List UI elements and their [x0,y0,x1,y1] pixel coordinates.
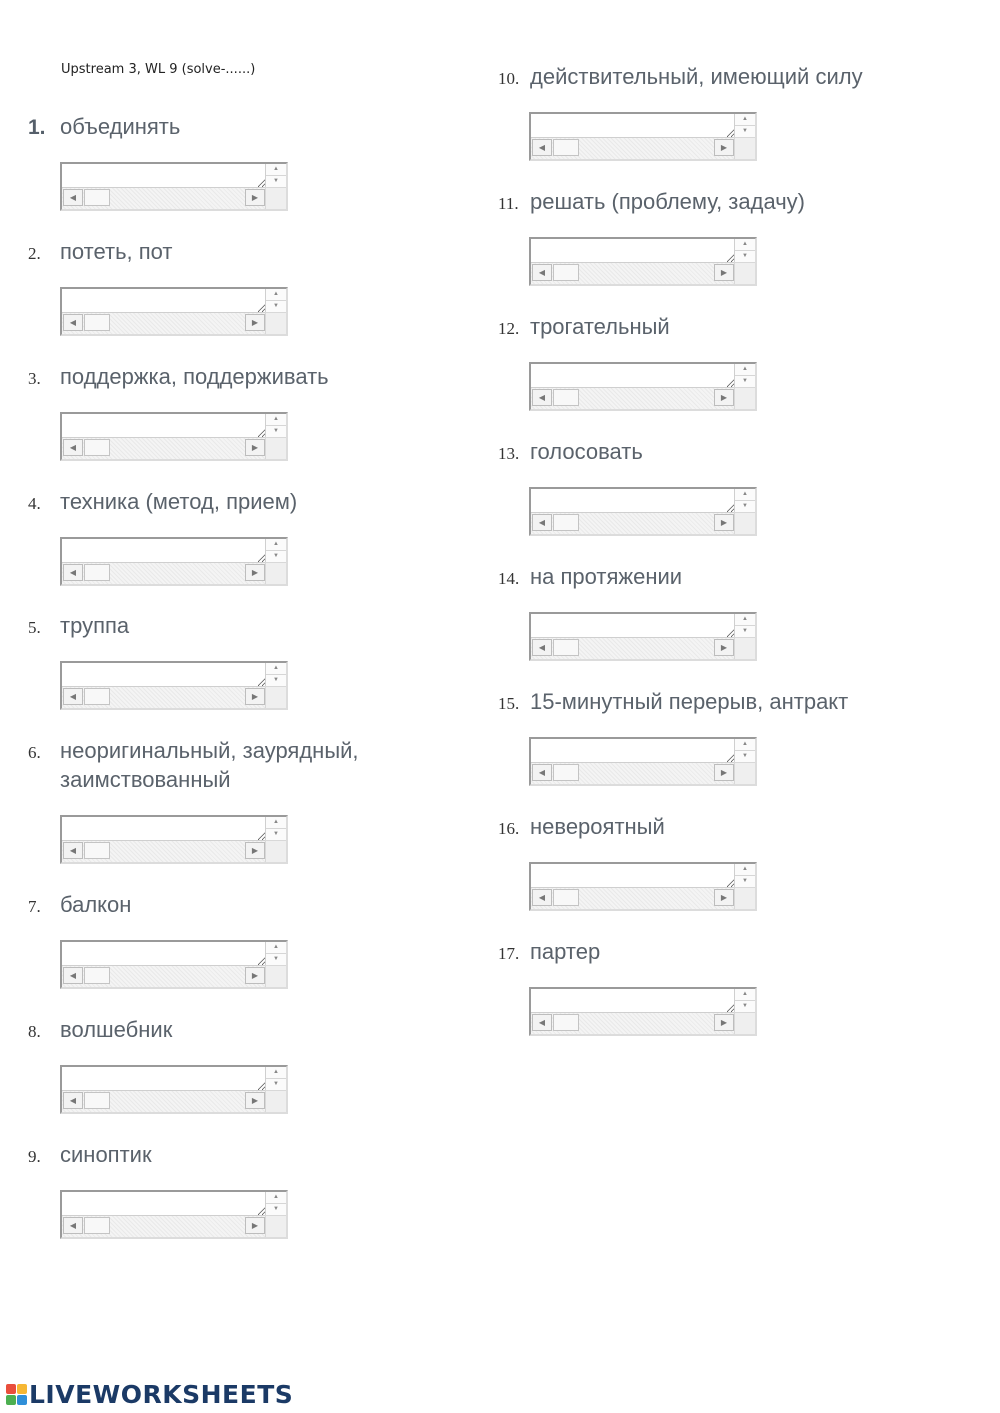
answer-input[interactable] [531,364,735,388]
scroll-thumb[interactable] [84,967,110,984]
scroll-right-icon[interactable]: ▶ [714,389,734,406]
scroll-up-icon[interactable]: ▲ [735,614,755,626]
scroll-right-icon[interactable]: ▶ [245,967,265,984]
scroll-up-icon[interactable]: ▲ [266,817,286,829]
question-7 [28,890,131,919]
scroll-right-icon[interactable]: ▶ [714,139,734,156]
scroll-down-icon[interactable]: ▼ [735,126,755,138]
question-number: 3. [28,369,41,388]
scroll-up-icon[interactable]: ▲ [266,1192,286,1204]
horizontal-scrollbar[interactable] [62,1090,266,1112]
horizontal-scrollbar[interactable] [531,762,735,784]
scroll-right-icon[interactable]: ▶ [245,1217,265,1234]
question-number: 8. [28,1022,41,1041]
scroll-right-icon[interactable]: ▶ [245,1092,265,1109]
resize-corner [265,312,286,334]
vertical-scrollbar[interactable] [265,942,286,966]
scroll-right-icon[interactable]: ▶ [714,639,734,656]
resize-corner [734,137,755,159]
question-text: невероятный [530,814,665,839]
resize-corner [265,1215,286,1237]
resize-corner [265,1090,286,1112]
scroll-thumb[interactable] [84,688,110,705]
scroll-down-icon[interactable]: ▼ [266,301,286,313]
vertical-scrollbar[interactable] [734,989,755,1013]
horizontal-scrollbar[interactable] [62,686,266,708]
question-17 [498,937,600,966]
brand-name: LIVEWORKSHEETS [29,1380,294,1409]
scroll-thumb[interactable] [553,1014,579,1031]
question-number: 16. [498,819,520,838]
scroll-thumb[interactable] [553,389,579,406]
scroll-down-icon[interactable]: ▼ [735,626,755,638]
scroll-down-icon[interactable]: ▼ [735,751,755,763]
scroll-left-icon[interactable]: ◀ [532,1014,552,1031]
vertical-scrollbar[interactable] [265,164,286,188]
logo-square [17,1395,27,1405]
question-number: 7. [28,897,41,916]
answer-input[interactable] [62,414,266,438]
scroll-down-icon[interactable]: ▼ [266,176,286,188]
question-text: балкон [60,892,132,917]
scroll-left-icon[interactable]: ◀ [63,564,83,581]
vertical-scrollbar[interactable] [734,114,755,138]
question-text: на протяжении [530,564,683,589]
logo-square [6,1384,16,1394]
question-4 [28,487,297,516]
answer-input[interactable] [531,489,735,513]
scroll-up-icon[interactable]: ▲ [266,414,286,426]
scroll-up-icon[interactable]: ▲ [735,114,755,126]
answer-input[interactable] [531,864,735,888]
question-text: поддержка, поддерживать [60,364,329,389]
horizontal-scrollbar[interactable] [62,965,266,987]
scroll-up-icon[interactable]: ▲ [266,942,286,954]
scroll-left-icon[interactable]: ◀ [63,314,83,331]
horizontal-scrollbar[interactable] [62,562,266,584]
scroll-left-icon[interactable]: ◀ [532,889,552,906]
answer-input[interactable] [531,239,735,263]
question-number: 12. [498,319,520,338]
question-text: волшебник [60,1017,173,1042]
question-text: решать (проблему, задачу) [530,189,806,214]
question-number: 13. [498,444,520,463]
answer-box-5[interactable] [60,661,288,710]
answer-box-17[interactable] [529,987,757,1036]
answer-box-16[interactable] [529,862,757,911]
scroll-left-icon[interactable]: ◀ [532,639,552,656]
resize-corner [734,512,755,534]
question-text: действительный, имеющий силу [530,64,863,89]
question-text: техника (метод, прием) [60,489,298,514]
scroll-right-icon[interactable]: ▶ [245,314,265,331]
question-10 [498,62,863,91]
question-number: 5. [28,618,41,637]
scroll-thumb[interactable] [84,314,110,331]
scroll-right-icon[interactable]: ▶ [714,264,734,281]
question-text: синоптик [60,1142,152,1167]
answer-input[interactable] [62,1067,266,1091]
scroll-right-icon[interactable]: ▶ [245,189,265,206]
question-13 [498,437,643,466]
vertical-scrollbar[interactable] [734,614,755,638]
scroll-down-icon[interactable]: ▼ [735,1001,755,1013]
horizontal-scrollbar[interactable] [531,512,735,534]
question-text: объединять [60,114,181,139]
horizontal-scrollbar[interactable] [531,137,735,159]
question-number: 1. [28,116,46,139]
resize-corner [265,965,286,987]
resize-corner [734,762,755,784]
question-text: потеть, пот [60,239,173,264]
horizontal-scrollbar[interactable] [531,637,735,659]
question-14 [498,562,682,591]
scroll-up-icon[interactable]: ▲ [735,239,755,251]
answer-box-10[interactable] [529,112,757,161]
scroll-right-icon[interactable]: ▶ [714,514,734,531]
answer-input[interactable] [531,739,735,763]
scroll-up-icon[interactable]: ▲ [266,663,286,675]
answer-input[interactable] [62,1192,266,1216]
scroll-up-icon[interactable]: ▲ [266,539,286,551]
scroll-left-icon[interactable]: ◀ [63,688,83,705]
question-text: неоригинальный, заурядный, заимствованный [60,738,359,792]
answer-box-12[interactable] [529,362,757,411]
scroll-up-icon[interactable]: ▲ [266,289,286,301]
scroll-right-icon[interactable]: ▶ [714,764,734,781]
question-12 [498,312,670,341]
question-11 [498,187,805,216]
scroll-left-icon[interactable]: ◀ [532,139,552,156]
question-number: 6. [28,743,41,762]
scroll-left-icon[interactable]: ◀ [532,764,552,781]
liveworksheets-logo-icon [6,1384,27,1405]
vertical-scrollbar[interactable] [265,414,286,438]
vertical-scrollbar[interactable] [265,1067,286,1091]
answer-box-1[interactable] [60,162,288,211]
question-number: 10. [498,69,520,88]
horizontal-scrollbar[interactable] [62,437,266,459]
question-text: партер [530,939,601,964]
question-number: 17. [498,944,520,963]
scroll-up-icon[interactable]: ▲ [735,989,755,1001]
horizontal-scrollbar[interactable] [531,262,735,284]
scroll-down-icon[interactable]: ▼ [266,1204,286,1216]
answer-input[interactable] [62,289,266,313]
scroll-right-icon[interactable]: ▶ [245,439,265,456]
scroll-thumb[interactable] [84,842,110,859]
answer-box-13[interactable] [529,487,757,536]
scroll-down-icon[interactable]: ▼ [266,426,286,438]
resize-corner [265,187,286,209]
answer-box-15[interactable] [529,737,757,786]
answer-box-14[interactable] [529,612,757,661]
scroll-right-icon[interactable]: ▶ [245,564,265,581]
question-2 [28,237,173,266]
answer-input[interactable] [62,663,266,687]
scroll-left-icon[interactable]: ◀ [63,1217,83,1234]
vertical-scrollbar[interactable] [265,663,286,687]
scroll-up-icon[interactable]: ▲ [735,864,755,876]
subtitle: Upstream 3, WL 9 (solve-......) [61,62,256,77]
scroll-down-icon[interactable]: ▼ [735,376,755,388]
answer-box-4[interactable] [60,537,288,586]
vertical-scrollbar[interactable] [265,289,286,313]
answer-input[interactable] [531,989,735,1013]
vertical-scrollbar[interactable] [734,489,755,513]
question-1 [28,112,180,141]
question-16 [498,812,665,841]
scroll-thumb[interactable] [553,889,579,906]
scroll-thumb[interactable] [553,514,579,531]
scroll-down-icon[interactable]: ▼ [266,829,286,841]
question-text: трогательный [530,314,670,339]
scroll-thumb[interactable] [84,1092,110,1109]
horizontal-scrollbar[interactable] [62,1215,266,1237]
answer-box-9[interactable] [60,1190,288,1239]
question-number: 15. [498,694,520,713]
resize-corner [734,387,755,409]
scroll-thumb[interactable] [553,264,579,281]
scroll-left-icon[interactable]: ◀ [63,439,83,456]
resize-corner [734,887,755,909]
question-number: 4. [28,494,41,513]
scroll-down-icon[interactable]: ▼ [735,501,755,513]
footer [6,1380,293,1409]
question-6 [28,736,440,794]
scroll-thumb[interactable] [84,189,110,206]
scroll-left-icon[interactable]: ◀ [63,842,83,859]
question-number: 9. [28,1147,41,1166]
scroll-thumb[interactable] [553,139,579,156]
vertical-scrollbar[interactable] [734,239,755,263]
answer-input[interactable] [62,942,266,966]
question-text: труппа [60,613,130,638]
scroll-up-icon[interactable]: ▲ [266,164,286,176]
vertical-scrollbar[interactable] [734,364,755,388]
resize-corner [265,562,286,584]
scroll-left-icon[interactable]: ◀ [532,514,552,531]
scroll-left-icon[interactable]: ◀ [532,389,552,406]
resize-corner [265,686,286,708]
scroll-left-icon[interactable]: ◀ [63,189,83,206]
scroll-up-icon[interactable]: ▲ [266,1067,286,1079]
question-number: 14. [498,569,520,588]
resize-corner [265,840,286,862]
question-text: 15-минутный перерыв, антракт [530,689,849,714]
answer-box-2[interactable] [60,287,288,336]
horizontal-scrollbar[interactable] [531,387,735,409]
resize-corner [734,1012,755,1034]
scroll-right-icon[interactable]: ▶ [245,842,265,859]
answer-input[interactable] [531,114,735,138]
scroll-right-icon[interactable]: ▶ [245,688,265,705]
answer-box-7[interactable] [60,940,288,989]
scroll-down-icon[interactable]: ▼ [266,551,286,563]
scroll-down-icon[interactable]: ▼ [266,1079,286,1091]
question-number: 11. [498,194,519,213]
answer-input[interactable] [62,164,266,188]
scroll-thumb[interactable] [84,1217,110,1234]
scroll-thumb[interactable] [553,639,579,656]
vertical-scrollbar[interactable] [265,1192,286,1216]
logo-square [17,1384,27,1394]
scroll-left-icon[interactable]: ◀ [532,264,552,281]
scroll-thumb[interactable] [84,439,110,456]
horizontal-scrollbar[interactable] [62,840,266,862]
scroll-up-icon[interactable]: ▲ [735,489,755,501]
horizontal-scrollbar[interactable] [62,187,266,209]
logo-square [6,1395,16,1405]
scroll-up-icon[interactable]: ▲ [735,739,755,751]
answer-input[interactable] [531,614,735,638]
answer-box-6[interactable] [60,815,288,864]
question-3 [28,362,329,391]
resize-corner [265,437,286,459]
answer-box-8[interactable] [60,1065,288,1114]
scroll-down-icon[interactable]: ▼ [735,876,755,888]
scroll-down-icon[interactable]: ▼ [266,954,286,966]
question-number: 2. [28,244,41,263]
vertical-scrollbar[interactable] [265,539,286,563]
scroll-down-icon[interactable]: ▼ [266,675,286,687]
vertical-scrollbar[interactable] [734,739,755,763]
vertical-scrollbar[interactable] [734,864,755,888]
question-9 [28,1140,152,1169]
answer-box-11[interactable] [529,237,757,286]
scroll-right-icon[interactable]: ▶ [714,889,734,906]
scroll-down-icon[interactable]: ▼ [735,251,755,263]
scroll-left-icon[interactable]: ◀ [63,1092,83,1109]
answer-input[interactable] [62,539,266,563]
scroll-thumb[interactable] [84,564,110,581]
resize-corner [734,637,755,659]
scroll-right-icon[interactable]: ▶ [714,1014,734,1031]
question-8 [28,1015,172,1044]
horizontal-scrollbar[interactable] [531,1012,735,1034]
answer-input[interactable] [62,817,266,841]
vertical-scrollbar[interactable] [265,817,286,841]
question-text: голосовать [530,439,643,464]
horizontal-scrollbar[interactable] [62,312,266,334]
scroll-up-icon[interactable]: ▲ [735,364,755,376]
scroll-left-icon[interactable]: ◀ [63,967,83,984]
scroll-thumb[interactable] [553,764,579,781]
question-15 [498,687,848,716]
answer-box-3[interactable] [60,412,288,461]
question-5 [28,611,129,640]
horizontal-scrollbar[interactable] [531,887,735,909]
resize-corner [734,262,755,284]
